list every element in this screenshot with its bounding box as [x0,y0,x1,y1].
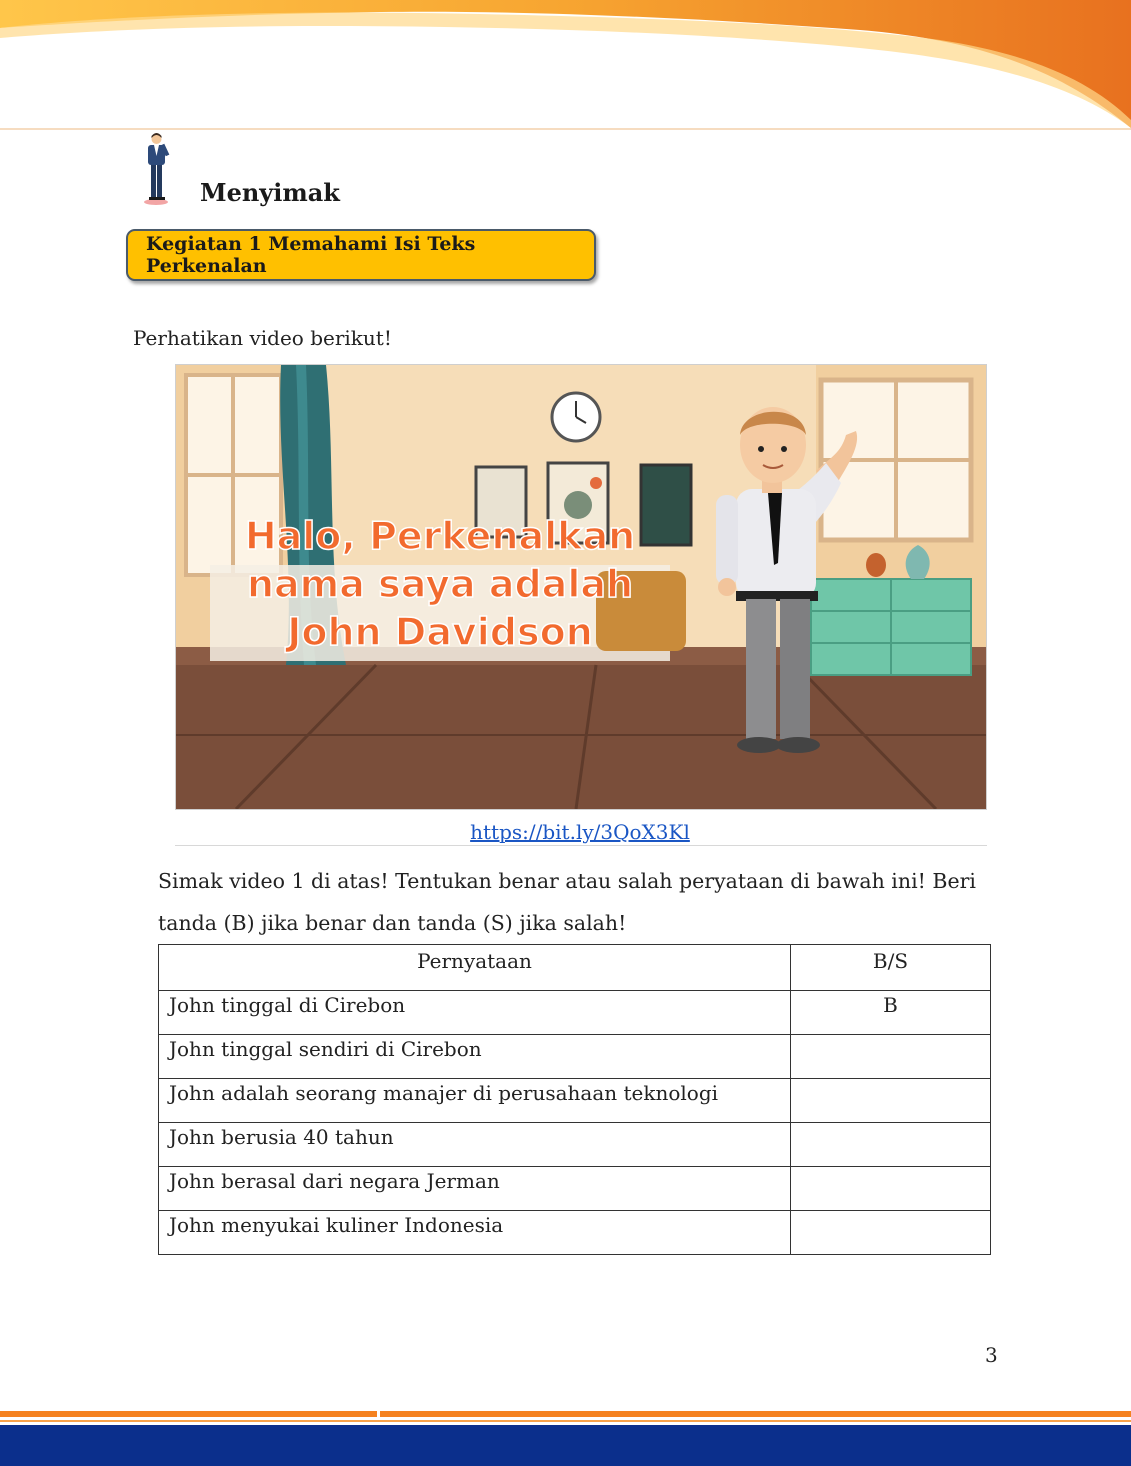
video-caption-line-3: John Davidson [287,610,593,654]
video-link[interactable]: https://bit.ly/3QoX3Kl [470,820,690,844]
table-row [159,1167,991,1211]
footer-bar [0,1425,1131,1466]
answer-cell[interactable]: B [791,991,991,1035]
video-caption-line-2: nama saya adalah [246,562,634,606]
statement-cell: John tinggal di Cirebon [159,991,791,1035]
page-number: 3 [985,1343,998,1367]
activity-label-box [126,229,596,281]
table-row [159,1035,991,1079]
section-title: Menyimak [200,178,340,207]
answer-cell[interactable] [791,1123,991,1167]
header-answer: B/S [791,945,991,991]
question-text: Simak video 1 di atas! Tentukan benar atau salah peryataan di bawah ini! Beri tanda (B) jika benar dan tanda (S) jika salah! [158,869,976,935]
footer-line-gap [377,1411,380,1417]
presenter-figure-icon [138,132,178,206]
statement-cell: John berusia 40 tahun [159,1123,791,1167]
header-rule [0,128,1131,130]
header-statement: Pernyataan [159,945,791,991]
statement-cell: John menyukai kuliner Indonesia [159,1211,791,1255]
table-row [159,991,991,1035]
video-thumbnail[interactable] [175,364,987,810]
table-header-row [159,945,991,991]
table-row [159,1211,991,1255]
answer-cell[interactable] [791,1167,991,1211]
statement-cell: John adalah seorang manajer di perusahaan teknologi [159,1079,791,1123]
true-false-table [158,944,991,1255]
answer-cell[interactable] [791,1035,991,1079]
statement-cell: John berasal dari negara Jerman [159,1167,791,1211]
header-wave-decoration [0,0,1131,135]
footer-orange-line [0,1411,1131,1417]
table-row [159,1123,991,1167]
footer-thin-line [0,1420,1131,1422]
link-divider [175,845,987,846]
answer-cell[interactable] [791,1211,991,1255]
answer-cell[interactable] [791,1079,991,1123]
video-caption-line-1: Halo, Perkenalkan [244,514,636,558]
statement-cell: John tinggal sendiri di Cirebon [159,1035,791,1079]
activity-label: Kegiatan 1 Memahami Isi Teks Perkenalan [146,233,476,277]
table-row [159,1079,991,1123]
instruction-text: Perhatikan video berikut! [133,326,392,350]
